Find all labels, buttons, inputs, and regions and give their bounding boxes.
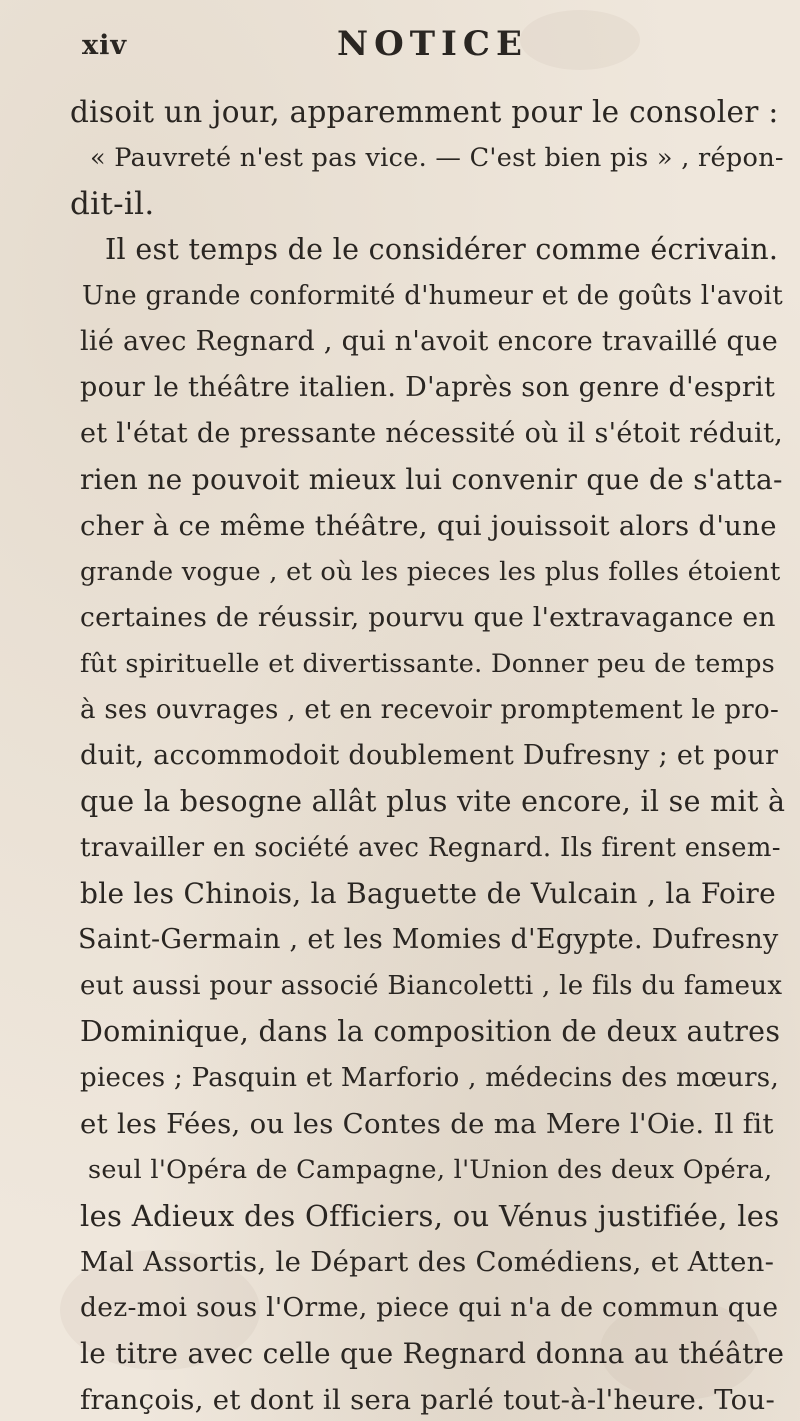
text-line: pieces ; Pasquin et Marforio , médecins des mœurs, [80, 1063, 780, 1093]
text-line: certaines de réussir, pourvu que l'extravagance en [80, 602, 776, 633]
text-line: pour le théâtre italien. D'après son genre d'esprit [80, 372, 776, 403]
text-line: grande vogue , et où les pieces les plus folles étoient [80, 557, 781, 587]
text-line: lié avec Regnard , qui n'avoit encore travaillé que [80, 326, 779, 357]
page-header [82, 24, 722, 76]
text-line: le titre avec celle que Regnard donna au théâtre [80, 1337, 785, 1370]
text-line: ble les Chinois, la Baguette de Vulcain , la Foire [80, 877, 776, 910]
text-line: Il est temps de le considérer comme écrivain. [105, 233, 779, 266]
text-line: Dominique, dans la composition de deux autres [80, 1015, 781, 1048]
text-line: eut aussi pour associé Biancoletti , le fils du fameux [80, 971, 783, 1001]
text-line: les Adieux des Officiers, ou Vénus justifiée, les [80, 1199, 780, 1233]
text-line: à ses ouvrages , et en recevoir promptement le pro- [80, 695, 780, 725]
text-line: dez-moi sous l'Orme, piece qui n'a de commun que [80, 1292, 779, 1323]
text-line: Mal Assortis, le Départ des Comédiens, et Atten- [80, 1246, 775, 1278]
text-line: seul l'Opéra de Campagne, l'Union des deux Opéra, [88, 1155, 773, 1185]
text-line: travailler en société avec Regnard. Ils firent ensem- [80, 833, 781, 863]
text-line: que la besogne allât plus vite encore, il se mit à [80, 785, 786, 818]
text-line: dit-il. [70, 186, 155, 222]
text-line: Saint-Germain , et les Momies d'Egypte. Dufresny [78, 924, 779, 955]
text-line: françois, et dont il sera parlé tout-à-l'heure. Tou- [80, 1384, 776, 1416]
text-line: « Pauvreté n'est pas vice. — C'est bien pis » , répon- [90, 143, 784, 173]
text-line: et l'état de pressante nécessité où il s'étoit réduit, [80, 418, 784, 449]
text-line: rien ne pouvoit mieux lui convenir que de s'atta- [80, 463, 783, 496]
text-line: duit, accommodoit doublement Dufresny ; et pour [80, 740, 779, 771]
text-line: disoit un jour, apparemment pour le consoler : [70, 95, 779, 129]
text-line: et les Fées, ou les Contes de ma Mere l'Oie. Il fit [80, 1108, 774, 1140]
running-title: NOTICE [337, 24, 528, 64]
text-line: Une grande conformité d'humeur et de goûts l'avoit [82, 281, 783, 311]
text-line: cher à ce même théâtre, qui jouissoit alors d'une [80, 510, 777, 542]
page-number: xiv [82, 30, 128, 61]
text-line: fût spirituelle et divertissante. Donner peu de temps [80, 649, 776, 679]
